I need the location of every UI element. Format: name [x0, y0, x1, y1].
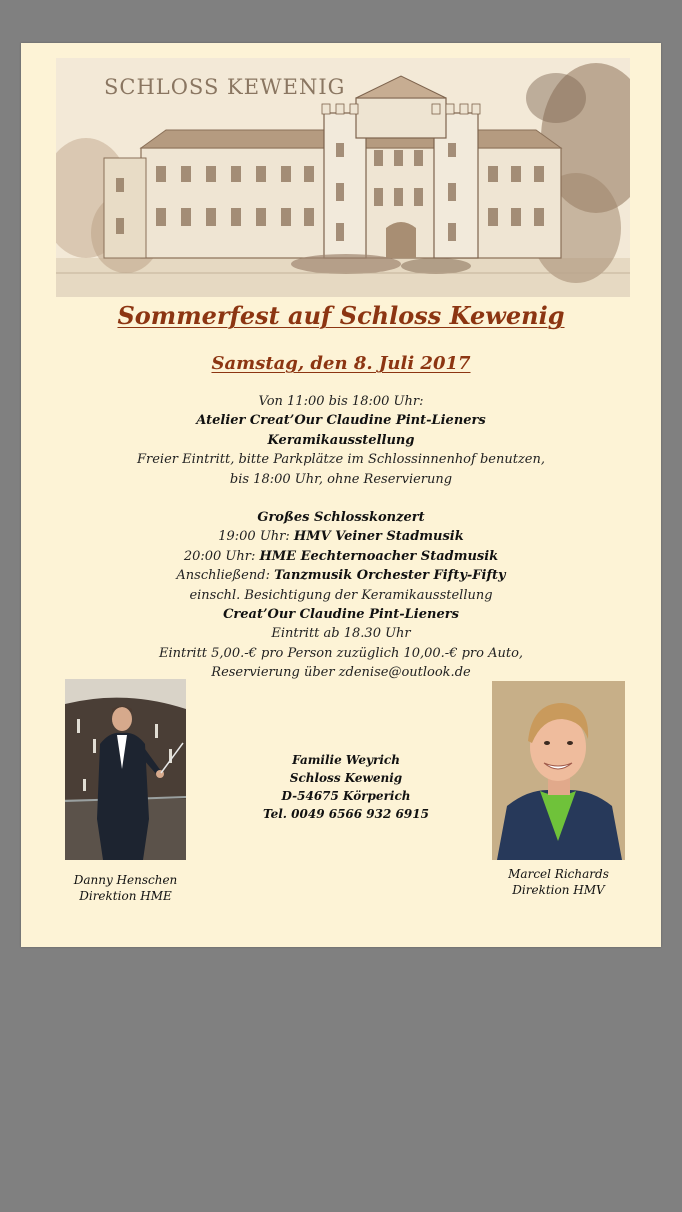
caption-left — [65, 872, 186, 904]
person-name: Marcel Richards — [508, 867, 609, 881]
concert-line — [21, 547, 661, 566]
program-line: einschl. Besichtigung der Keramikausstellung — [189, 587, 493, 603]
program-line: Creat’Our Claudine Pint-Lieners — [223, 607, 459, 623]
contact-block — [251, 751, 441, 823]
conductor-photo-right — [492, 681, 625, 860]
program-line: Keramikausstellung — [267, 432, 415, 448]
concert-time: 19:00 Uhr: — [218, 529, 294, 545]
person-role: Direktion HME — [79, 889, 172, 903]
concert-band: HMV Veiner Stadmusik — [293, 529, 464, 545]
event-poster — [21, 43, 661, 947]
program-line: bis 18:00 Uhr, ohne Reservierung — [229, 471, 453, 487]
castle-image-title: SCHLOSS KEWENIG — [104, 75, 346, 99]
person-role: Direktion HMV — [512, 883, 605, 897]
concert-band: HME Eechternoacher Stadmusik — [259, 548, 499, 564]
contact-line: Familie Weyrich — [292, 753, 400, 767]
conductor-photo-left — [65, 679, 186, 860]
event-title: Sommerfest auf Schloss Kewenig — [117, 301, 565, 330]
program-line: Freier Eintritt, bitte Parkplätze im Schlossinnenhof benutzen, — [137, 452, 545, 468]
program-text — [21, 392, 661, 683]
contact-line: Tel. 0049 6566 932 6915 — [263, 807, 429, 821]
concert-time: Anschließend: — [176, 568, 275, 584]
program-line: Eintritt 5,00.-€ pro Person zuzüglich 10,00.-€ pro Auto, — [158, 645, 524, 661]
program-line: Reservierung über zdenise@outlook.de — [211, 665, 471, 681]
castle-illustration — [56, 58, 630, 297]
program-line: Atelier Creat’Our Claudine Pint-Lieners — [196, 413, 486, 429]
concert-title: Großes Schlosskonzert — [257, 510, 425, 526]
contact-line: Schloss Kewenig — [289, 771, 403, 785]
program-line: Eintritt ab 18.30 Uhr — [271, 626, 411, 642]
contact-line: D-54675 Körperich — [281, 789, 411, 803]
event-date: Samstag, den 8. Juli 2017 — [211, 353, 471, 374]
concert-line — [21, 527, 661, 546]
caption-right — [492, 866, 625, 898]
program-line: Von 11:00 bis 18:00 Uhr: — [258, 394, 424, 409]
concert-band: Tanzmusik Orchester Fifty-Fifty — [274, 568, 506, 584]
person-name: Danny Henschen — [73, 873, 178, 887]
concert-line — [21, 566, 661, 585]
concert-time: 20:00 Uhr: — [183, 548, 260, 564]
